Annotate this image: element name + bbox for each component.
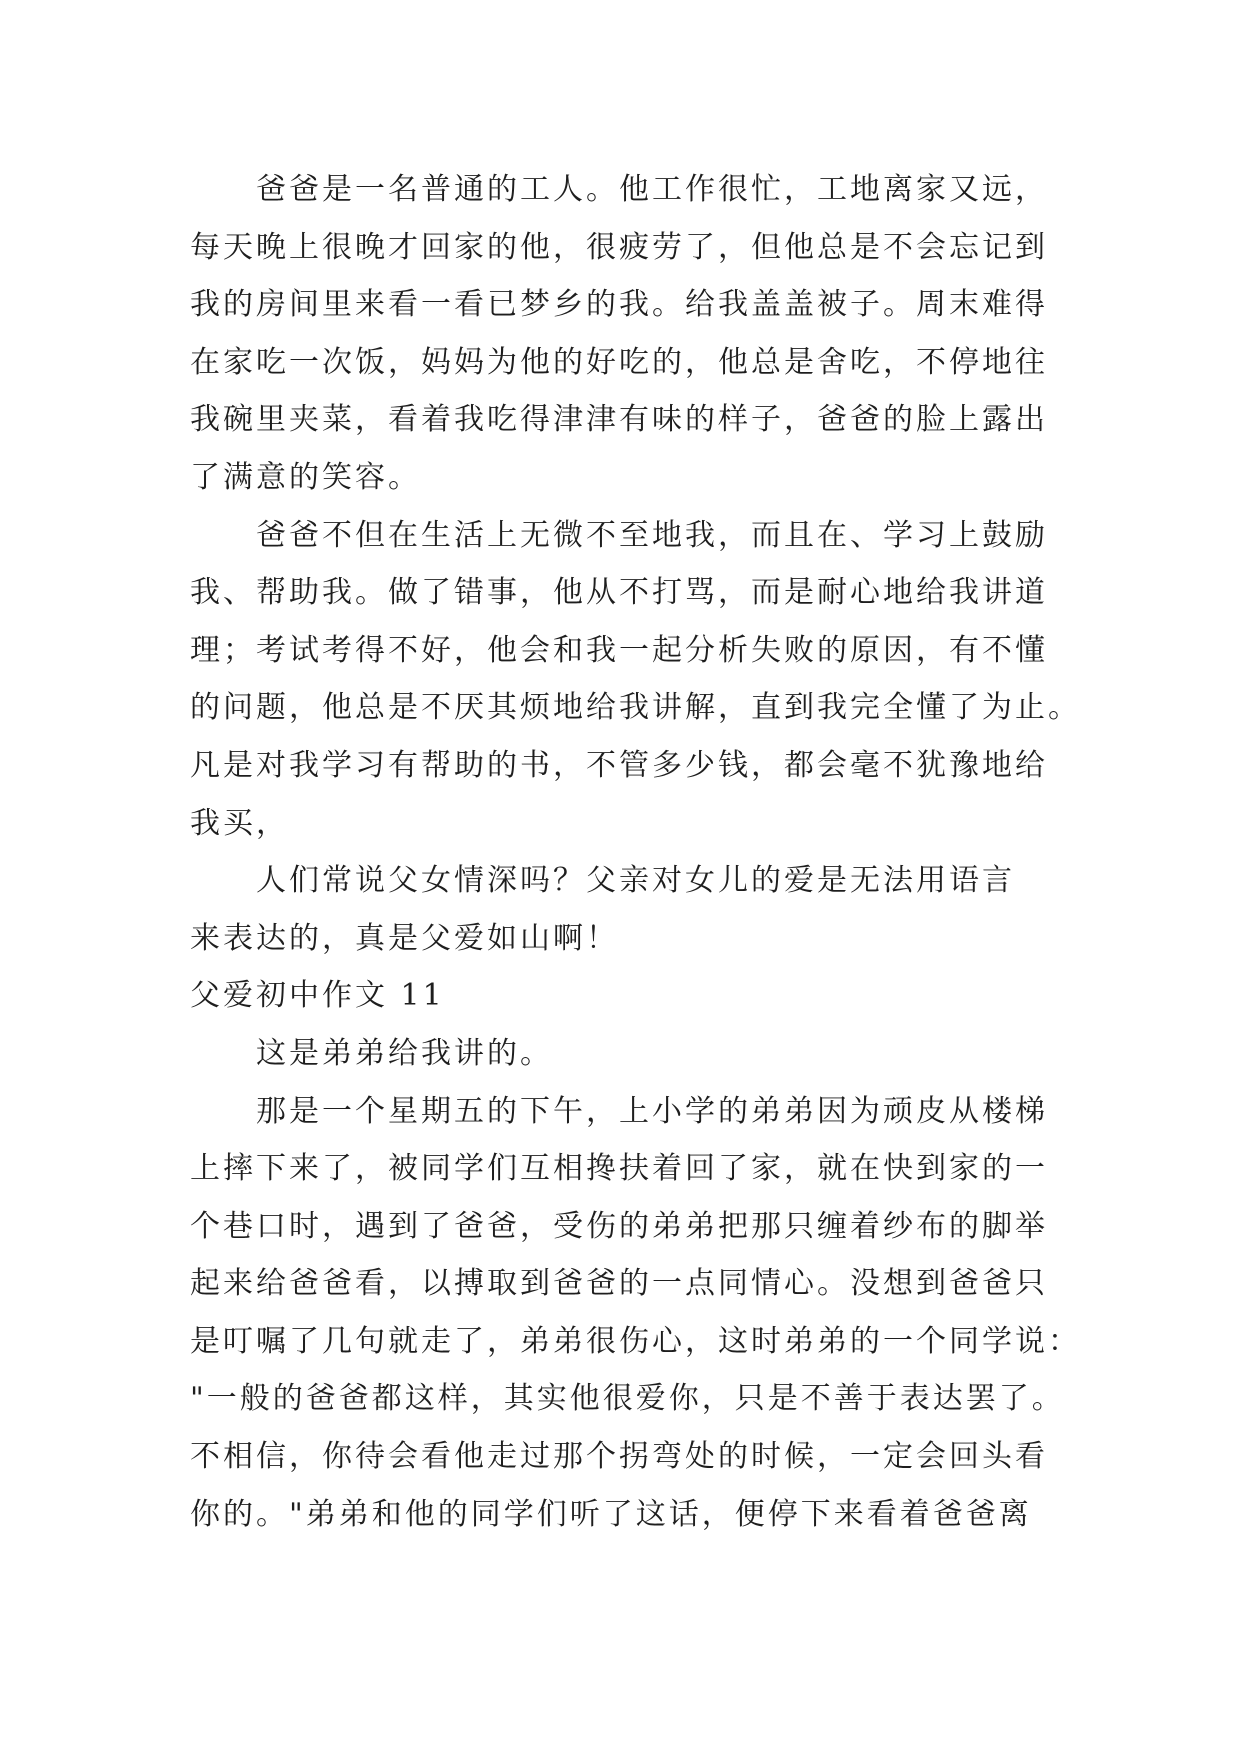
paragraph-line: 我碗里夹菜，看着我吃得津津有味的样子，爸爸的脸上露出 [190, 402, 1048, 438]
paragraph-line: 个巷口时，遇到了爸爸，受伤的弟弟把那只缠着纱布的脚举 [190, 1208, 1048, 1244]
paragraph-line: 了满意的笑容。 [190, 459, 421, 495]
paragraph-line: 我的房间里来看一看已梦乡的我。给我盖盖被子。周末难得 [190, 287, 1048, 323]
section-title: 父爱初中作文 11 [190, 978, 445, 1014]
paragraph-line: 在家吃一次饭，妈妈为他的好吃的，他总是舍吃，不停地往 [190, 344, 1048, 380]
paragraph-line: 爸爸不但在生活上无微不至地我，而且在、学习上鼓励 [256, 517, 1048, 553]
paragraph [190, 507, 1190, 853]
paragraph-line: 人们常说父女情深吗？父亲对女儿的爱是无法用语言 [256, 863, 1015, 899]
paragraph-line: 那是一个星期五的下午，上小学的弟弟因为顽皮从楼梯 [256, 1093, 1048, 1129]
paragraph-line: 的问题，他总是不厌其烦地给我讲解，直到我完全懂了为止。 [190, 690, 1081, 726]
paragraph-line: 凡是对我学习有帮助的书，不管多少钱，都会毫不犹豫地给 [190, 747, 1048, 783]
document-body [190, 161, 1190, 1543]
paragraph-line: 不相信，你待会看他走过那个拐弯处的时候，一定会回头看 [190, 1439, 1048, 1475]
paragraph-line: 起来给爸爸看，以搏取到爸爸的一点同情心。没想到爸爸只 [190, 1266, 1048, 1302]
paragraph-line: 是叮嘱了几句就走了，弟弟很伤心，这时弟弟的一个同学说： [190, 1323, 1081, 1359]
paragraph-line: 爸爸是一名普通的工人。他工作很忙，工地离家又远， [256, 172, 1048, 207]
paragraph-line: "一般的爸爸都这样，其实他很爱你，只是不善于表达罢了。 [190, 1381, 1065, 1417]
paragraph [190, 161, 1190, 507]
paragraph-line: 这是弟弟给我讲的。 [256, 1035, 553, 1071]
paragraph [190, 1083, 1190, 1544]
paragraph [190, 1025, 1190, 1083]
paragraph-line: 上摔下来了，被同学们互相搀扶着回了家，就在快到家的一 [190, 1151, 1048, 1187]
paragraph-line: 每天晚上很晚才回家的他，很疲劳了，但他总是不会忘记到 [190, 229, 1048, 265]
paragraph-line: 你的。"弟弟和他的同学们听了这话，便停下来看着爸爸离 [190, 1496, 1032, 1532]
paragraph-line: 我买， [190, 805, 289, 841]
paragraph-line: 来表达的，真是父爱如山啊！ [190, 920, 619, 956]
paragraph-line: 理；考试考得不好，他会和我一起分析失败的原因，有不懂 [190, 632, 1048, 668]
paragraph [190, 852, 1190, 967]
paragraph-line: 我、帮助我。做了错事，他从不打骂，而是耐心地给我讲道 [190, 575, 1048, 611]
